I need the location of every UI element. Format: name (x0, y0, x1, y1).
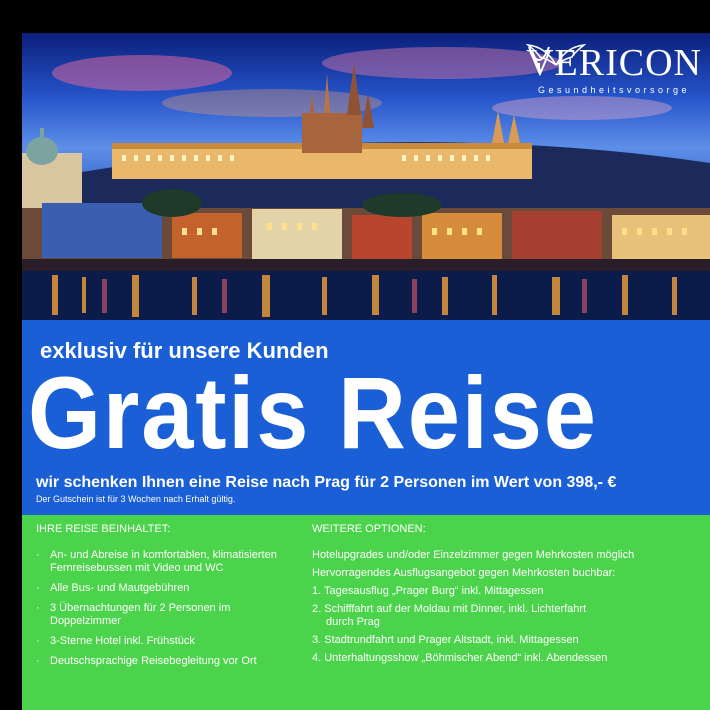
option-item: 4. Unterhaltungsshow „Böhmischer Abend“ inkl. Abendessen (312, 652, 608, 664)
offer-text: wir schenken Ihnen eine Reise nach Prag für 2 Personen im Wert von 398,- € (36, 474, 617, 491)
list-item-text: Alle Bus- und Mautgebühren (50, 582, 190, 594)
bullet-icon: · (36, 549, 40, 561)
logo-wordmark: VERI CON (526, 42, 702, 84)
prague-castle-photo (22, 33, 710, 320)
logo-tagline: Gesundheitsvorsorge (538, 85, 691, 95)
bullet-icon: · (36, 582, 40, 594)
subheadline: exklusiv für unsere Kunden (40, 338, 329, 363)
list-item (36, 635, 286, 648)
options-intro-excursions: Hervorragendes Ausflugsangebot gegen Mehrkosten buchbar: (312, 567, 616, 579)
list-item-text: 3 Übernachtungen für 2 Personen im Doppelzimmer (50, 602, 231, 627)
chalice-icon (526, 43, 552, 73)
list-item (36, 582, 286, 595)
list-item-text: Deutschsprachige Reisebegleitung vor Ort (50, 655, 257, 667)
options-title: WEITERE OPTIONEN: (312, 523, 426, 535)
list-item (36, 655, 286, 668)
bullet-icon: · (36, 635, 40, 647)
option-item-text: 2. Schifffahrt auf der Moldau mit Dinner, inkl. Lichterfahrt (312, 603, 587, 615)
included-list (36, 549, 286, 668)
bullet-icon: · (36, 602, 40, 614)
details-section (22, 515, 710, 710)
vericon-logo (526, 43, 702, 95)
headline: Gratis Reise (28, 356, 598, 470)
headline-band (22, 320, 710, 515)
option-item: 1. Tagesausflug „Prager Burg“ inkl. Mittagessen (312, 585, 544, 597)
option-item-continuation: durch Prag (326, 616, 380, 628)
option-item (312, 603, 704, 629)
option-item: 3. Stadtrundfahrt und Prager Altstadt, inkl. Mittagessen (312, 634, 579, 646)
list-item (36, 549, 286, 575)
list-item-text: An- und Abreise in komfortablen, klimatisierten Fernreisebussen mit Video und WC (50, 549, 277, 574)
options-intro-upgrades: Hotelupgrades und/oder Einzelzimmer gegen Mehrkosten möglich (312, 549, 635, 561)
validity-note: Der Gutschein ist für 3 Wochen nach Erhalt gültig. (36, 494, 236, 504)
included-column (36, 523, 286, 675)
list-item-text: 3-Sterne Hotel inkl. Frühstück (50, 635, 195, 647)
included-title: IHRE REISE BEINHALTET: (36, 523, 171, 535)
bullet-icon: · (36, 655, 40, 667)
list-item (36, 602, 286, 628)
travel-flyer (22, 33, 710, 710)
options-column (312, 523, 704, 670)
